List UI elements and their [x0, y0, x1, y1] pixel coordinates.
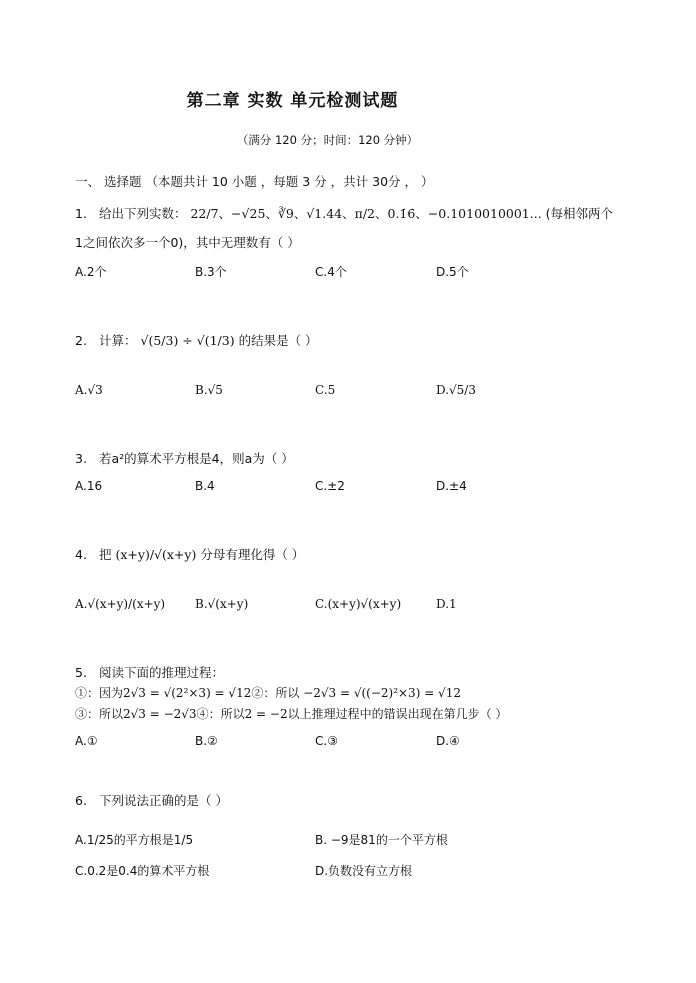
question-6-options-row-1: [75, 831, 635, 853]
question-math-list: 22/7、−√25、∛9、√1.44、π/2、0.1̇6̇、−0.1010010001...: [190, 206, 542, 221]
option-a[interactable]: A.①: [75, 734, 98, 748]
question-number: 4.: [75, 547, 87, 562]
exam-info: （满分 120 分；时间：120 分钟）: [236, 133, 419, 147]
question-expression: (x+y)/√(x+y): [115, 547, 197, 562]
question-text: 阅读下面的推理过程：: [98, 665, 224, 680]
question-1: [75, 205, 613, 223]
option-c[interactable]: C.(x+y)√(x+y): [315, 597, 402, 611]
question-lead: 把: [98, 547, 112, 562]
option-a[interactable]: A.√(x+y)/(x+y): [75, 597, 166, 611]
question-1-options: [75, 263, 635, 285]
question-expression: √(5/3) ÷ √(1/3): [140, 333, 235, 348]
question-4-options: [75, 597, 635, 619]
option-a[interactable]: A.√3: [75, 383, 103, 397]
question-1-line-2: 1之间依次多一个0)，其中无理数有（ ）: [75, 235, 300, 250]
option-d[interactable]: D.④: [436, 734, 460, 748]
option-d[interactable]: D.1: [436, 597, 457, 611]
section-heading: 一、 选择题 （本题共计 10 小题 ，每题 3 分 ，共计 30分 ， ）: [75, 174, 434, 189]
question-number: 5.: [75, 665, 87, 680]
option-b[interactable]: B.②: [195, 734, 218, 748]
question-number: 3.: [75, 451, 87, 466]
question-6-options-row-2: [75, 862, 635, 884]
option-d[interactable]: D.负数没有立方根: [315, 864, 413, 878]
question-text: 下列说法正确的是（ ）: [98, 793, 228, 808]
option-b[interactable]: B.√5: [195, 383, 223, 397]
option-d[interactable]: D.√5/3: [436, 383, 476, 397]
question-2-options: [75, 383, 635, 405]
page-title: 第二章 实数 单元检测试题: [186, 91, 399, 111]
question-lead: 计算：: [98, 333, 137, 348]
question-text: 若a²的算术平方根是4，则a为（ ）: [98, 451, 294, 466]
question-4: [75, 546, 304, 564]
question-6: [75, 792, 228, 810]
question-number: 1.: [75, 206, 87, 221]
question-text-tail: 的结果是（ ）: [238, 333, 318, 348]
question-number: 2.: [75, 333, 87, 348]
option-b[interactable]: B.√(x+y): [195, 597, 249, 611]
option-a[interactable]: A.1/25的平方根是1/5: [75, 833, 194, 847]
option-a[interactable]: A.16: [75, 479, 103, 493]
option-c[interactable]: C.5: [315, 383, 336, 397]
option-c[interactable]: C.±2: [315, 479, 345, 493]
option-b[interactable]: B.3个: [195, 265, 227, 279]
option-c[interactable]: C.4个: [315, 265, 347, 279]
option-c[interactable]: C.0.2是0.4的算术平方根: [75, 864, 210, 878]
question-lead: 给出下列实数：: [98, 206, 187, 221]
question-5-options: [75, 734, 635, 756]
question-2: [75, 332, 318, 350]
question-text-tail: 分母有理化得（ ）: [200, 547, 305, 562]
question-5: [75, 664, 224, 682]
question-text-tail: (每相邻两个: [545, 206, 614, 221]
question-3: [75, 450, 294, 468]
question-3-options: [75, 479, 635, 501]
question-number: 6.: [75, 793, 87, 808]
option-d[interactable]: D.5个: [436, 265, 469, 279]
reasoning-step-line-2: ③：所以2√3 = −2√3④：所以2 = −2以上推理过程中的错误出现在第几步（ ）: [75, 707, 508, 721]
option-b[interactable]: B. −9是81的一个平方根: [315, 833, 448, 847]
option-c[interactable]: C.③: [315, 734, 338, 748]
option-d[interactable]: D.±4: [436, 479, 467, 493]
option-b[interactable]: B.4: [195, 479, 215, 493]
reasoning-step-line-1: ①：因为2√3 = √(2²×3) = √12②：所以 −2√3 = √((−2)²×3) = √12: [75, 686, 461, 700]
option-a[interactable]: A.2个: [75, 265, 107, 279]
